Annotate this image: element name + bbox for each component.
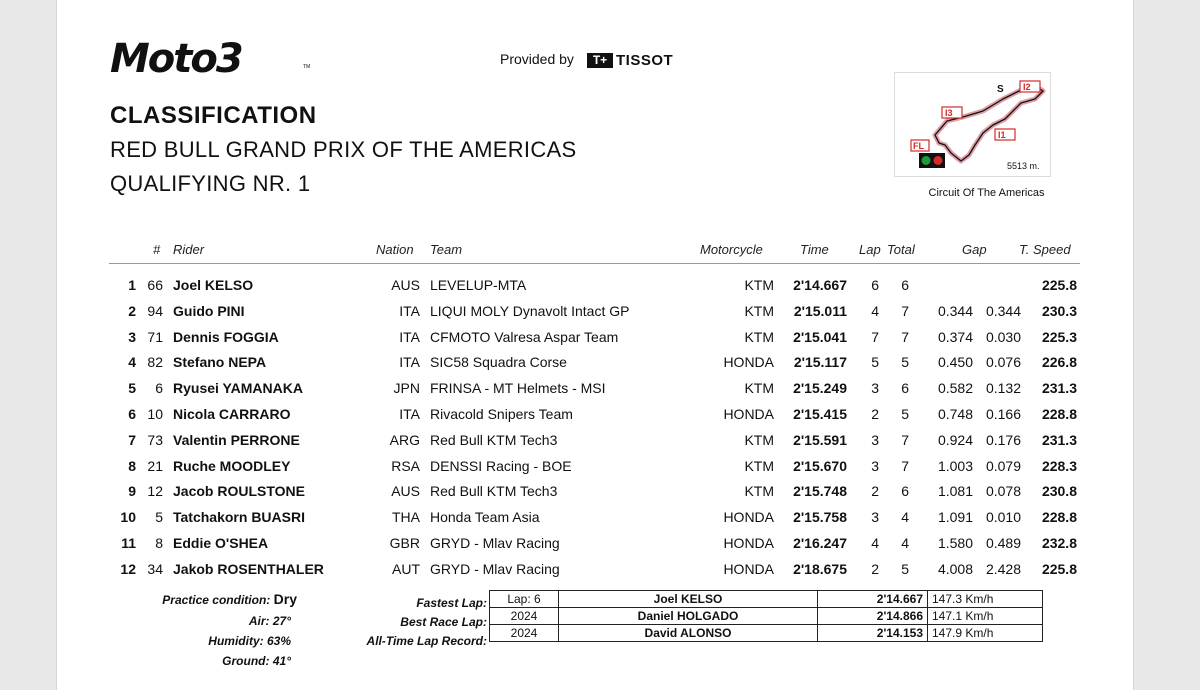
top-speed: 228.8	[1041, 406, 1077, 422]
table-row	[57, 406, 1133, 428]
rider-name: Nicola CARRARO	[173, 406, 291, 422]
gap-previous: 0.132	[985, 380, 1021, 397]
team: GRYD - Mlav Racing	[430, 560, 560, 577]
motorcycle: KTM	[744, 302, 774, 319]
rider-number: 82	[147, 354, 163, 371]
rider-name: Tatchakorn BUASRI	[173, 509, 305, 526]
gap-first: 1.091	[937, 509, 973, 526]
lap: 2	[871, 560, 879, 577]
gap-previous: 0.076	[985, 354, 1021, 371]
col-rider: Rider	[173, 242, 205, 257]
logo-trademark: TM	[303, 64, 311, 70]
time: 2'15.748	[793, 483, 847, 500]
total-laps: 6	[901, 483, 909, 500]
team: Red Bull KTM Tech3	[430, 483, 558, 500]
gap-first: 0.748	[937, 406, 973, 422]
rider-number: 21	[147, 457, 163, 474]
top-speed: 226.8	[1041, 354, 1077, 371]
top-speed: 225.8	[1041, 277, 1077, 293]
team: FRINSA - MT Helmets - MSI	[430, 380, 606, 397]
time: 2'15.249	[793, 380, 847, 397]
lap-record-speed: 147.9 Km/h	[928, 625, 1043, 642]
position: 1	[128, 277, 136, 293]
position: 8	[128, 457, 136, 474]
fastest-lap-label: Fastest Lap:	[416, 596, 487, 610]
rider-number: 71	[147, 328, 163, 345]
total-laps: 6	[901, 277, 909, 293]
table-row	[57, 277, 1133, 299]
rider-name: Joel KELSO	[173, 277, 254, 293]
team: DENSSI Racing - BOE	[430, 457, 572, 474]
rider-name: Stefano NEPA	[173, 354, 267, 371]
lap-record-row	[490, 591, 1043, 608]
time: 2'15.758	[793, 509, 847, 526]
team: Honda Team Asia	[430, 509, 540, 526]
col-motorcycle: Motorcycle	[700, 242, 763, 257]
practice-condition-label: Practice condition:	[162, 593, 271, 607]
motorcycle: KTM	[744, 431, 774, 448]
rider-name: Guido PINI	[173, 302, 245, 319]
gap-first: 1.580	[937, 535, 973, 551]
total-laps: 7	[901, 457, 909, 474]
gap-first: 0.344	[937, 302, 973, 319]
event-name: RED BULL GRAND PRIX OF THE AMERICAS	[110, 137, 577, 162]
total-laps: 4	[901, 535, 909, 551]
sector-label: I2	[1023, 82, 1031, 92]
lap-record-row	[490, 608, 1043, 625]
sector-label: FL	[913, 141, 924, 151]
lap-record-speed: 147.3 Km/h	[928, 591, 1043, 608]
rider-number: 12	[147, 483, 163, 500]
lap-record-time: 2'14.153	[818, 625, 928, 642]
top-speed: 230.3	[1041, 302, 1077, 319]
lap: 2	[871, 406, 879, 422]
nation: RSA	[391, 457, 420, 474]
position: 4	[128, 354, 136, 371]
rider-name: Dennis FOGGIA	[173, 328, 279, 345]
rider-name: Jacob ROULSTONE	[173, 483, 305, 500]
top-speed: 228.3	[1041, 457, 1077, 474]
svg-text:Moto3: Moto3	[110, 38, 242, 78]
best-race-lap-label: Best Race Lap:	[400, 615, 487, 629]
lap-record-ref: Lap: 6	[490, 591, 559, 608]
lap: 3	[871, 457, 879, 474]
rider-number: 66	[147, 277, 163, 293]
col-team: Team	[430, 242, 463, 257]
top-speed: 225.8	[1041, 560, 1077, 577]
col-time: Time	[800, 242, 829, 257]
practice-condition-value: Dry	[273, 591, 297, 607]
col-tspeed: T. Speed	[1019, 242, 1071, 257]
lap-record-speed: 147.1 Km/h	[928, 608, 1043, 625]
sector-label: S	[997, 84, 1004, 95]
lap: 6	[871, 277, 879, 293]
table-row	[57, 380, 1133, 402]
gap-first: 0.924	[937, 431, 973, 448]
team: Red Bull KTM Tech3	[430, 431, 558, 448]
gap-first: 0.374	[937, 328, 973, 345]
gap-previous: 0.079	[985, 457, 1021, 474]
total-laps: 5	[901, 406, 909, 422]
rider-name: Jakob ROSENTHALER	[173, 560, 324, 577]
motorcycle: KTM	[744, 457, 774, 474]
time: 2'14.667	[793, 277, 847, 293]
position: 5	[128, 380, 136, 397]
rider-number: 94	[147, 302, 163, 319]
total-laps: 7	[901, 302, 909, 319]
tissot-mark: T+	[587, 53, 613, 68]
moto3-logo	[110, 38, 310, 78]
gap-first: 0.582	[937, 380, 973, 397]
time: 2'15.011	[793, 302, 847, 319]
nation: ARG	[389, 431, 420, 448]
air-value: 27°	[272, 614, 291, 628]
top-speed: 230.8	[1041, 483, 1077, 500]
gap-first: 1.003	[937, 457, 973, 474]
gap-previous: 0.489	[985, 535, 1021, 551]
gap-first: 0.450	[937, 354, 973, 371]
top-speed: 231.3	[1041, 431, 1077, 448]
top-speed: 231.3	[1041, 380, 1077, 397]
lap: 7	[871, 328, 879, 345]
time: 2'15.670	[793, 457, 847, 474]
gap-previous: 2.428	[985, 560, 1021, 577]
rider-number: 6	[155, 380, 163, 397]
motorcycle: KTM	[744, 277, 774, 293]
table-row	[57, 432, 1133, 454]
track-outline-icon	[895, 73, 1050, 176]
position: 7	[128, 431, 136, 448]
all-time-record-label: All-Time Lap Record:	[366, 634, 487, 648]
table-row	[57, 483, 1133, 505]
nation: ITA	[399, 302, 420, 319]
gap-previous: 0.344	[985, 302, 1021, 319]
rider-name: Eddie O'SHEA	[173, 535, 269, 551]
nation: THA	[392, 509, 420, 526]
time: 2'18.675	[793, 560, 847, 577]
sector-label: I1	[998, 130, 1006, 140]
total-laps: 5	[901, 560, 909, 577]
header-divider	[109, 263, 1080, 264]
provided-by-label: Provided by	[500, 51, 574, 67]
time: 2'15.591	[793, 431, 847, 448]
nation: AUS	[391, 483, 420, 500]
lap-record-rider: Daniel HOLGADO	[559, 608, 818, 625]
tissot-wordmark: TISSOT	[616, 51, 674, 69]
rider-number: 73	[147, 431, 163, 448]
motorcycle: HONDA	[723, 406, 774, 422]
nation: GBR	[389, 535, 420, 551]
air-label: Air:	[248, 614, 270, 628]
ground-temp	[222, 654, 291, 668]
top-speed: 232.8	[1041, 535, 1077, 551]
circuit-length: 5513 m.	[1007, 161, 1040, 171]
lap: 3	[871, 431, 879, 448]
lap-record-rider: David ALONSO	[559, 625, 818, 642]
nation: ITA	[399, 328, 420, 345]
humidity-label: Humidity:	[208, 634, 264, 648]
nation: JPN	[393, 380, 420, 397]
lap: 4	[871, 535, 879, 551]
lap-record-time: 2'14.667	[818, 591, 928, 608]
rider-number: 8	[155, 535, 163, 551]
lap: 2	[871, 483, 879, 500]
rider-number: 10	[147, 406, 163, 422]
table-row	[57, 354, 1133, 376]
sector-label: I3	[945, 108, 953, 118]
gap-previous: 0.010	[985, 509, 1021, 526]
sponsor-logo	[587, 51, 673, 69]
team: CFMOTO Valresa Aspar Team	[430, 328, 619, 345]
total-laps: 4	[901, 509, 909, 526]
ground-value: 41°	[272, 654, 291, 668]
col-gap: Gap	[962, 242, 987, 257]
lap-record-row	[490, 625, 1043, 642]
gap-previous: 0.176	[985, 431, 1021, 448]
gap-first: 1.081	[937, 483, 973, 500]
table-row	[57, 458, 1133, 480]
page-title: CLASSIFICATION	[110, 102, 317, 129]
total-laps: 5	[901, 354, 909, 371]
time: 2'16.247	[793, 535, 847, 551]
session-name: QUALIFYING NR. 1	[110, 171, 311, 196]
col-pos: #	[153, 242, 161, 257]
air-temp	[249, 614, 291, 628]
col-nation: Nation	[376, 242, 414, 257]
motorcycle: KTM	[744, 380, 774, 397]
lap: 3	[871, 380, 879, 397]
team: LEVELUP-MTA	[430, 277, 527, 293]
total-laps: 7	[901, 328, 909, 345]
table-row	[57, 535, 1133, 557]
time: 2'15.415	[793, 406, 847, 422]
gap-previous: 0.166	[985, 406, 1021, 422]
gap-previous: 0.078	[985, 483, 1021, 500]
nation: AUS	[391, 277, 420, 293]
humidity	[208, 634, 291, 648]
position: 9	[128, 483, 136, 500]
motorcycle: HONDA	[723, 535, 774, 551]
rider-number: 5	[155, 509, 163, 526]
circuit-map	[894, 72, 1051, 177]
lap-records-table	[489, 590, 1043, 642]
motorcycle: HONDA	[723, 560, 774, 577]
rider-name: Ryusei YAMANAKA	[173, 380, 303, 397]
position: 10	[120, 509, 136, 526]
motorcycle: HONDA	[723, 509, 774, 526]
team: GRYD - Mlav Racing	[430, 535, 560, 551]
gap-first: 4.008	[937, 560, 973, 577]
position: 11	[121, 535, 136, 551]
ground-label: Ground:	[222, 654, 270, 668]
table-row	[57, 561, 1133, 583]
rider-number: 34	[147, 560, 163, 577]
time: 2'15.041	[793, 328, 847, 345]
nation: ITA	[399, 406, 420, 422]
circuit-name: Circuit Of The Americas	[928, 187, 1045, 199]
position: 2	[128, 302, 136, 319]
team: Rivacold Snipers Team	[430, 406, 573, 422]
time: 2'15.117	[793, 354, 847, 371]
total-laps: 6	[901, 380, 909, 397]
lap: 5	[871, 354, 879, 371]
lap: 4	[871, 302, 879, 319]
rider-name: Ruche MOODLEY	[173, 457, 291, 474]
top-speed: 228.8	[1041, 509, 1077, 526]
rider-name: Valentin PERRONE	[173, 431, 300, 448]
humidity-value: 63%	[266, 634, 291, 648]
top-speed: 225.3	[1041, 328, 1077, 345]
position: 6	[128, 406, 136, 422]
lap-record-ref: 2024	[490, 608, 559, 625]
col-lap: Lap	[859, 242, 881, 257]
team: SIC58 Squadra Corse	[430, 354, 567, 371]
team: LIQUI MOLY Dynavolt Intact GP	[430, 302, 630, 319]
lap-record-ref: 2024	[490, 625, 559, 642]
lap-record-time: 2'14.866	[818, 608, 928, 625]
practice-condition	[162, 591, 297, 607]
classification-page	[56, 0, 1134, 690]
total-laps: 7	[901, 431, 909, 448]
lap: 3	[871, 509, 879, 526]
nation: AUT	[392, 560, 420, 577]
nation: ITA	[399, 354, 420, 371]
motorcycle: KTM	[744, 483, 774, 500]
lap-record-rider: Joel KELSO	[559, 591, 818, 608]
motorcycle: KTM	[744, 328, 774, 345]
table-row	[57, 509, 1133, 531]
motorcycle: HONDA	[723, 354, 774, 371]
table-row	[57, 329, 1133, 351]
col-total: Total	[887, 242, 915, 257]
gap-previous: 0.030	[985, 328, 1021, 345]
position: 3	[128, 328, 136, 345]
position: 12	[120, 560, 136, 577]
table-row	[57, 303, 1133, 325]
